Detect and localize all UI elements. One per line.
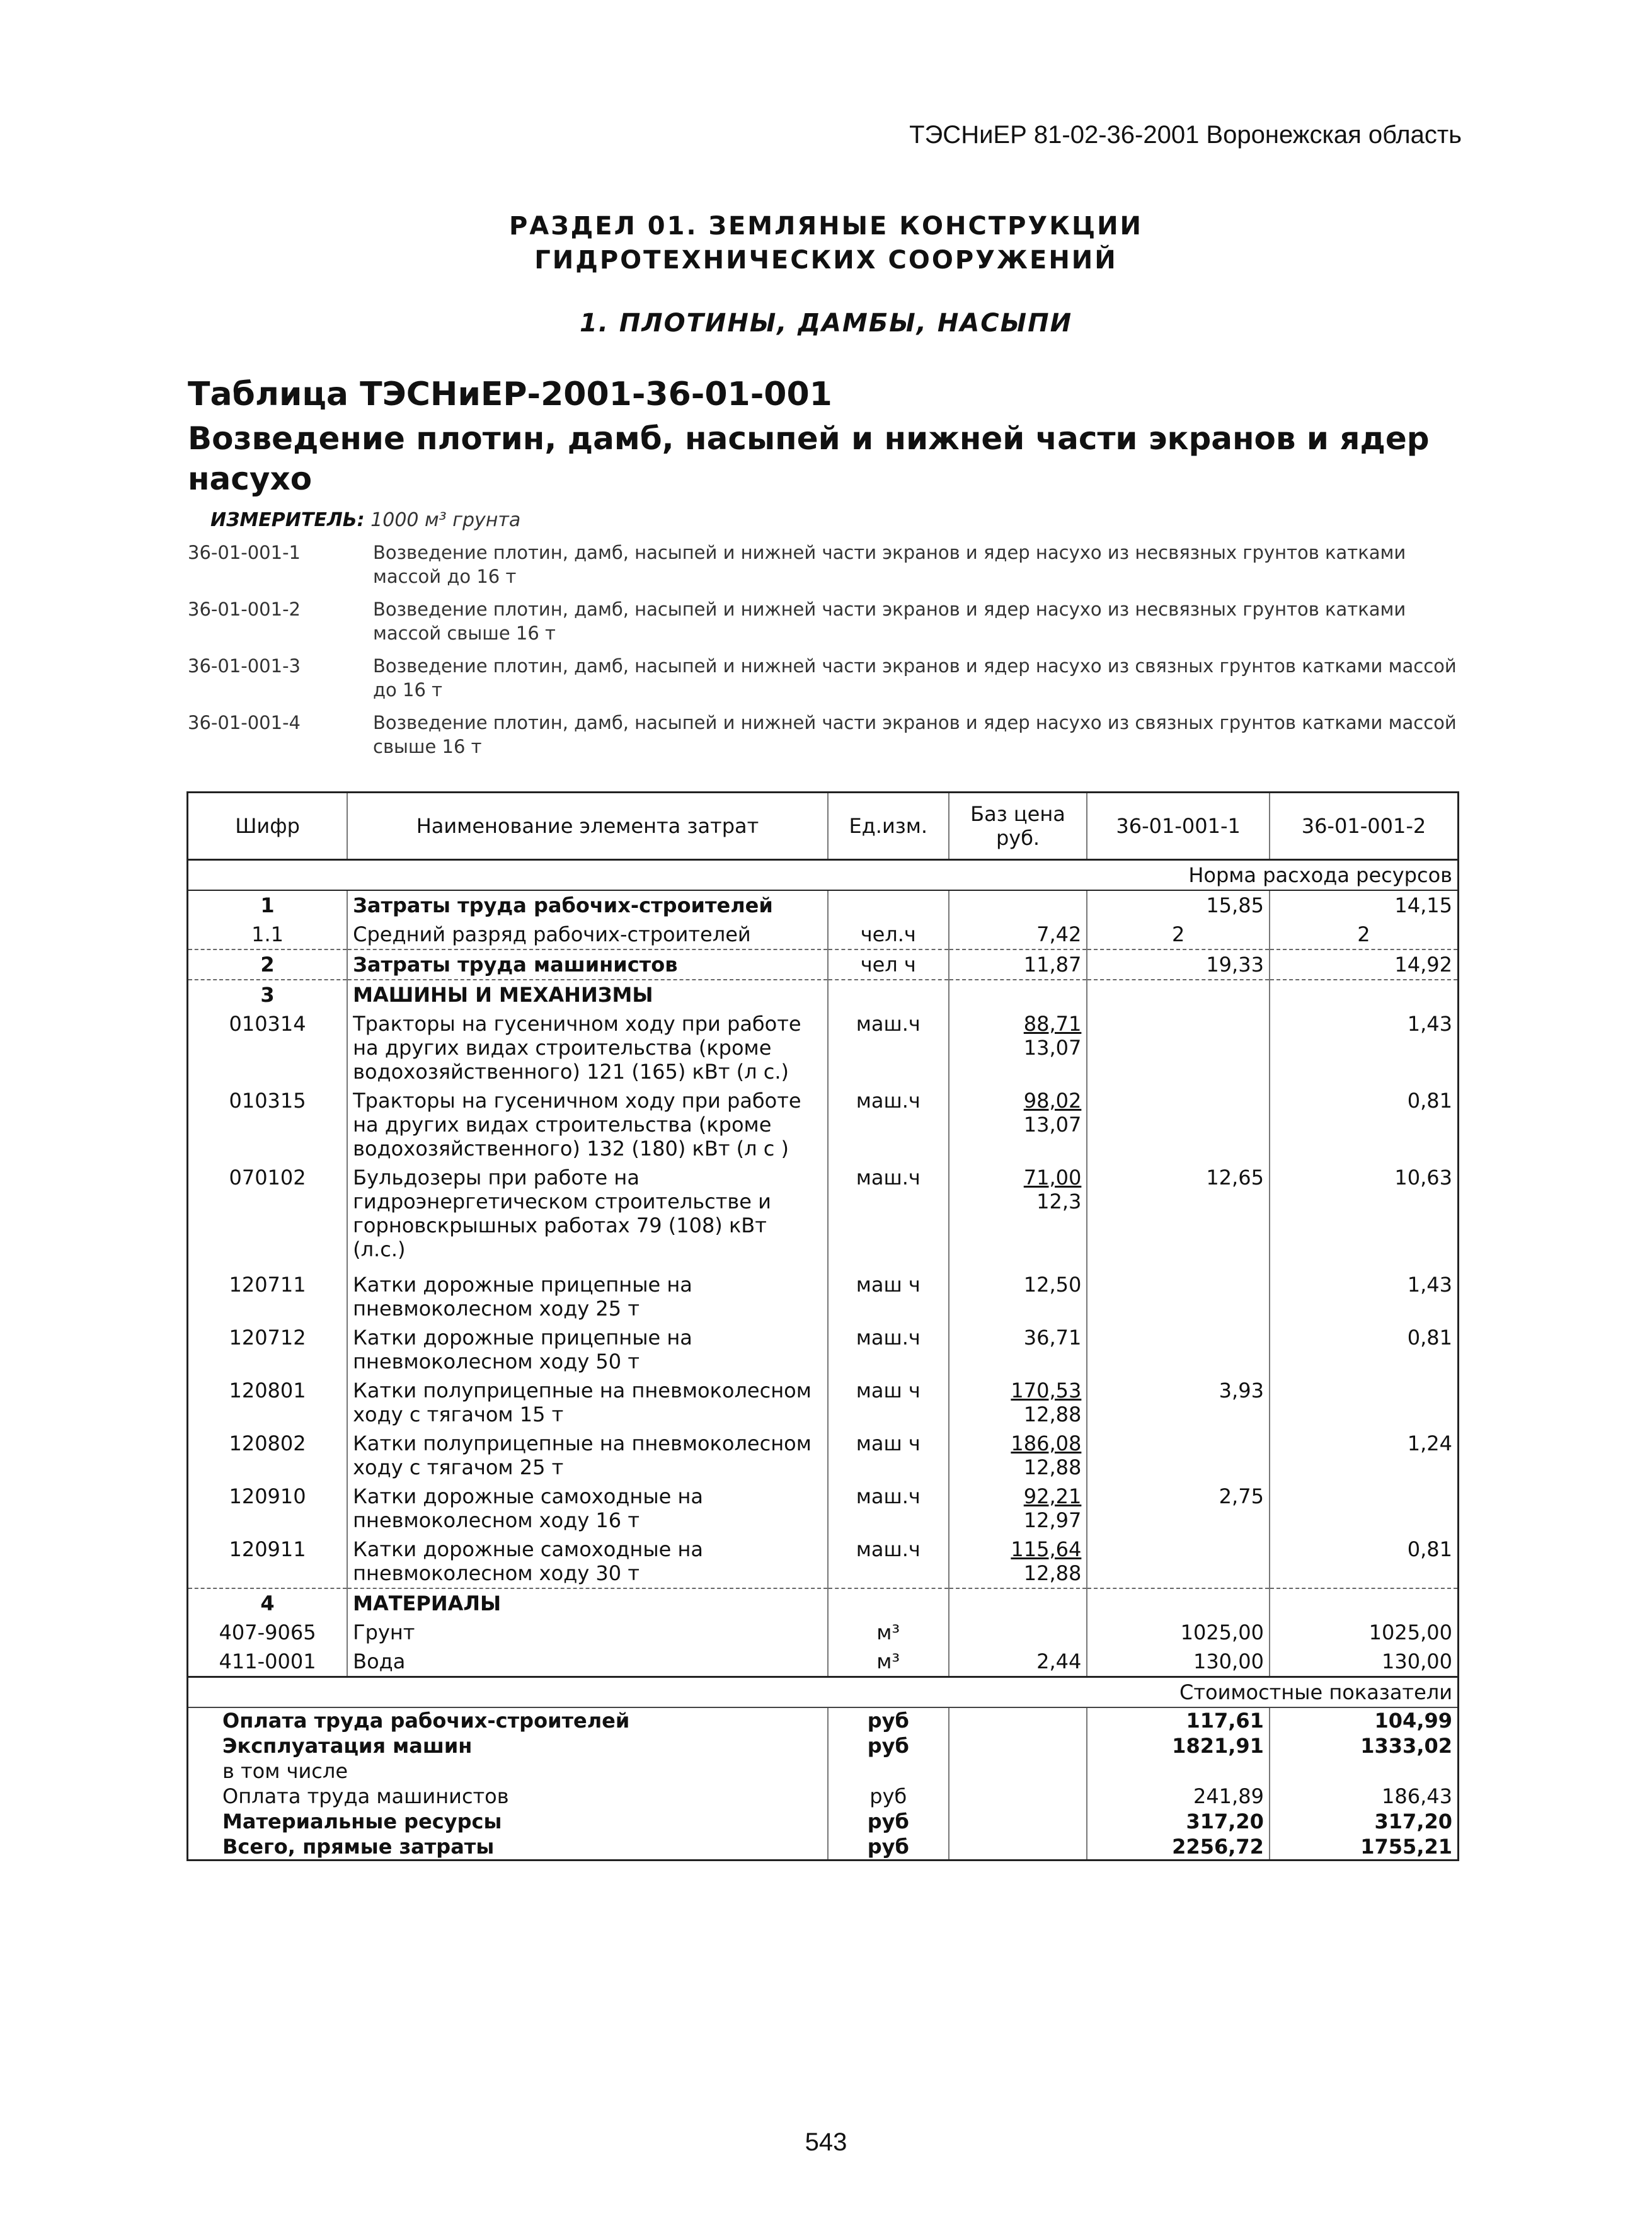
- table-row: [188, 1270, 1459, 1323]
- cell-value-2: 0,81: [1270, 1323, 1459, 1376]
- cell-price: [949, 980, 1087, 1009]
- totals-label: Материальные ресурсы: [188, 1809, 828, 1834]
- totals-value-1: [1087, 1758, 1270, 1784]
- cell-unit-text: чел ч: [860, 953, 916, 977]
- table-row: [188, 1647, 1459, 1677]
- cell-value-2: 0,81: [1270, 1086, 1459, 1163]
- totals-label: Оплата труда машинистов: [188, 1784, 828, 1809]
- definition-code: 36-01-001-1: [188, 542, 301, 563]
- cell-price-value: 2,44: [1036, 1649, 1082, 1673]
- col-header-unit: Ед.изм.: [828, 793, 949, 860]
- cell-value-1: 19,33: [1087, 949, 1270, 980]
- table-row: [188, 1323, 1459, 1376]
- totals-value-2: [1270, 1758, 1459, 1784]
- cell-value-1: [1087, 1429, 1270, 1482]
- cell-code: 1: [188, 890, 348, 920]
- cell-unit-text: м³: [876, 1649, 900, 1673]
- cell-unit: [828, 1588, 949, 1618]
- cell-price: [949, 1376, 1087, 1429]
- cell-value-2: 1,43: [1270, 1009, 1459, 1086]
- cell-unit-text: маш.ч: [856, 1012, 921, 1036]
- cell-price: [949, 1323, 1087, 1376]
- cell-value-2: [1270, 980, 1459, 1009]
- totals-value-2: 104,99: [1270, 1707, 1459, 1733]
- cell-code: 120801: [188, 1376, 348, 1429]
- cell-price-value: 36,71: [1023, 1326, 1082, 1350]
- totals-label: Всего, прямые затраты: [188, 1834, 828, 1861]
- cell-name: Вода: [347, 1647, 828, 1677]
- cell-value-1: [1087, 1535, 1270, 1588]
- definition-item: [188, 654, 1467, 702]
- cell-code: 120711: [188, 1270, 348, 1323]
- totals-value-1: 2256,72: [1087, 1834, 1270, 1861]
- definition-item: [188, 711, 1467, 759]
- table-row: [188, 1535, 1459, 1588]
- subsection-title: 1. ПЛОТИНЫ, ДАМБЫ, НАСЫПИ: [579, 309, 1073, 338]
- table-row: [188, 1086, 1459, 1163]
- cell-value-2: 1025,00: [1270, 1618, 1459, 1647]
- measure-line: [210, 509, 520, 531]
- cell-name: Катки дорожные прицепные на пневмоколесном ходу 25 т: [347, 1270, 828, 1323]
- col-header-price-line1: Баз цена: [970, 802, 1065, 826]
- cell-unit-text: м³: [876, 1620, 900, 1644]
- section-title-line2: ГИДРОТЕХНИЧЕСКИХ СООРУЖЕНИЙ: [534, 246, 1118, 275]
- cell-unit: [828, 920, 949, 949]
- totals-row: [188, 1707, 1459, 1733]
- cell-value-2: 130,00: [1270, 1647, 1459, 1677]
- cell-value-1: [1087, 1270, 1270, 1323]
- table-row: [188, 980, 1459, 1009]
- cell-code: 411-0001: [188, 1647, 348, 1677]
- cell-code: 120911: [188, 1535, 348, 1588]
- table-row: [188, 1482, 1459, 1535]
- cell-price: [949, 1086, 1087, 1163]
- cell-value-1: 3,93: [1087, 1376, 1270, 1429]
- cell-name: Затраты труда рабочих-строителей: [347, 890, 828, 920]
- cost-header-row: [188, 1677, 1459, 1708]
- table-subtitle: Возведение плотин, дамб, насыпей и нижней части экранов и ядер насухо: [188, 420, 1430, 497]
- cell-code: 4: [188, 1588, 348, 1618]
- totals-price: [949, 1809, 1087, 1834]
- cell-value-2: [1270, 1376, 1459, 1429]
- document-header: ТЭСНиЕР 81-02-36-2001 Воронежская область: [909, 121, 1462, 149]
- cell-price: [949, 1270, 1087, 1323]
- cell-price: [949, 920, 1087, 949]
- cell-price: [949, 1009, 1087, 1086]
- cell-unit: [828, 1376, 949, 1429]
- cell-name: Тракторы на гусеничном ходу при работе на других видах строительства (кроме водохозяйственного) 132 (180) кВт (л с ): [347, 1086, 828, 1163]
- col-header-price-line2: руб.: [995, 826, 1040, 850]
- cell-price: [949, 1482, 1087, 1535]
- cell-value-1: 130,00: [1087, 1647, 1270, 1677]
- cell-unit: [828, 1429, 949, 1482]
- totals-label: Оплата труда рабочих-строителей: [188, 1707, 828, 1733]
- cell-unit-text: маш.ч: [856, 1089, 921, 1113]
- cell-price-value: 186,08: [1011, 1431, 1082, 1455]
- cell-price-value: 98,02: [1023, 1089, 1082, 1113]
- cell-code: 070102: [188, 1163, 348, 1270]
- table-row: [188, 1376, 1459, 1429]
- cell-unit: [828, 1163, 949, 1270]
- page-number: 543: [805, 2128, 847, 2156]
- section-title-line1: РАЗДЕЛ 01. ЗЕМЛЯНЫЕ КОНСТРУКЦИИ: [508, 212, 1144, 241]
- cell-unit: [828, 1618, 949, 1647]
- measure-label: ИЗМЕРИТЕЛЬ:: [210, 509, 365, 531]
- cell-price-value: 12,50: [1023, 1273, 1082, 1297]
- totals-value-2: 317,20: [1270, 1809, 1459, 1834]
- cell-name: Грунт: [347, 1618, 828, 1647]
- cell-price: [949, 1588, 1087, 1618]
- col-header-name: Наименование элемента затрат: [347, 793, 828, 860]
- cell-name: Затраты труда машинистов: [347, 949, 828, 980]
- cell-value-2: 1,43: [1270, 1270, 1459, 1323]
- totals-label: в том числе: [188, 1758, 828, 1784]
- definition-code: 36-01-001-4: [188, 712, 301, 733]
- table-row: [188, 1588, 1459, 1618]
- table-row: [188, 1618, 1459, 1647]
- totals-label: Эксплуатация машин: [188, 1733, 828, 1758]
- cell-value-2: 1,24: [1270, 1429, 1459, 1482]
- cell-unit: [828, 1009, 949, 1086]
- cell-unit-text: маш.ч: [856, 1537, 921, 1561]
- cell-value-1: [1087, 1086, 1270, 1163]
- cell-value-1: 15,85: [1087, 890, 1270, 920]
- totals-row: [188, 1784, 1459, 1809]
- cell-price-value: 71,00: [1023, 1166, 1082, 1190]
- totals-value-1: 117,61: [1087, 1707, 1270, 1733]
- cell-value-1: [1087, 980, 1270, 1009]
- cell-value-2: 14,15: [1270, 890, 1459, 920]
- cell-price-secondary: 13,07: [1023, 1036, 1082, 1060]
- cell-unit-text: маш.ч: [856, 1166, 921, 1190]
- cell-value-1: [1087, 1009, 1270, 1086]
- table-row: [188, 890, 1459, 920]
- cell-price: [949, 1535, 1087, 1588]
- totals-row: [188, 1809, 1459, 1834]
- cell-value-1: 2,75: [1087, 1482, 1270, 1535]
- cell-price-secondary: 12,97: [1023, 1508, 1082, 1532]
- cell-name: Бульдозеры при работе на гидроэнергетическом строительстве и горновскрышных работах 79 (108) кВт (л.с.): [347, 1163, 828, 1270]
- cell-value-1: 1025,00: [1087, 1618, 1270, 1647]
- totals-value-1: 317,20: [1087, 1809, 1270, 1834]
- totals-value-2: 1333,02: [1270, 1733, 1459, 1758]
- totals-unit: [828, 1758, 949, 1784]
- cell-unit-text: маш.ч: [856, 1326, 921, 1350]
- cell-name: Катки дорожные прицепные на пневмоколесном ходу 50 т: [347, 1323, 828, 1376]
- cell-name: Катки дорожные самоходные на пневмоколесном ходу 16 т: [347, 1482, 828, 1535]
- totals-value-1: 1821,91: [1087, 1733, 1270, 1758]
- norm-header: Норма расхода ресурсов: [188, 860, 1459, 891]
- cell-name: МАТЕРИАЛЫ: [347, 1588, 828, 1618]
- cell-name: Катки полуприцепные на пневмоколесном ходу с тягачом 25 т: [347, 1429, 828, 1482]
- cell-value-1: 12,65: [1087, 1163, 1270, 1270]
- definition-text: Возведение плотин, дамб, насыпей и нижней части экранов и ядер насухо из несвязных грунтов катками массой до 16 т: [373, 542, 1406, 587]
- table-row: [188, 920, 1459, 949]
- totals-value-2: 186,43: [1270, 1784, 1459, 1809]
- cell-value-2: 14,92: [1270, 949, 1459, 980]
- totals-value-2: 1755,21: [1270, 1834, 1459, 1861]
- totals-value-1: 241,89: [1087, 1784, 1270, 1809]
- cost-header: Стоимостные показатели: [188, 1677, 1459, 1708]
- totals-unit: руб: [828, 1834, 949, 1861]
- cell-unit: [828, 1482, 949, 1535]
- cell-name: Средний разряд рабочих-строителей: [347, 920, 828, 949]
- cell-code: 3: [188, 980, 348, 1009]
- cell-code: 010314: [188, 1009, 348, 1086]
- cell-unit: [828, 980, 949, 1009]
- cell-value-1: [1087, 1323, 1270, 1376]
- totals-unit: руб: [828, 1707, 949, 1733]
- cell-price: [949, 949, 1087, 980]
- cell-name: Катки дорожные самоходные на пневмоколесном ходу 30 т: [347, 1535, 828, 1588]
- cell-unit-text: маш ч: [856, 1273, 921, 1297]
- cell-price-value: 115,64: [1011, 1537, 1082, 1561]
- cell-code: 120802: [188, 1429, 348, 1482]
- cell-price-secondary: 12,88: [1023, 1402, 1082, 1426]
- cell-value-1: [1087, 1588, 1270, 1618]
- table-row: [188, 949, 1459, 980]
- totals-row: [188, 1733, 1459, 1758]
- totals-row: [188, 1834, 1459, 1861]
- cell-unit-text: маш ч: [856, 1431, 921, 1455]
- definition-text: Возведение плотин, дамб, насыпей и нижней части экранов и ядер насухо из связных грунтов катками массой свыше 16 т: [373, 712, 1457, 757]
- cell-price: [949, 1429, 1087, 1482]
- cell-unit: [828, 1086, 949, 1163]
- cell-code: 2: [188, 949, 348, 980]
- cell-unit: [828, 949, 949, 980]
- cell-unit-text: маш.ч: [856, 1484, 921, 1508]
- resource-table: [186, 791, 1459, 1861]
- cell-value-2: 0,81: [1270, 1535, 1459, 1588]
- cell-price-secondary: 12,88: [1023, 1561, 1082, 1585]
- col-header-code: Шифр: [188, 793, 348, 860]
- definition-text: Возведение плотин, дамб, насыпей и нижней части экранов и ядер насухо из связных грунтов катками массой до 16 т: [373, 655, 1457, 701]
- cell-price: [949, 1163, 1087, 1270]
- cell-price-value: 170,53: [1011, 1379, 1082, 1402]
- col-header-c2: 36-01-001-2: [1270, 793, 1459, 860]
- table-row: [188, 1429, 1459, 1482]
- totals-unit: руб: [828, 1809, 949, 1834]
- table-title: Таблица ТЭСНиЕР-2001-36-01-001: [188, 376, 832, 413]
- cell-price-value: 11,87: [1023, 953, 1082, 977]
- cell-price-value: 7,42: [1036, 922, 1082, 946]
- cell-price-secondary: 13,07: [1023, 1113, 1082, 1137]
- cell-value-1: 2: [1087, 920, 1270, 949]
- cell-code: 120910: [188, 1482, 348, 1535]
- cell-value-2: [1270, 1482, 1459, 1535]
- cell-unit: [828, 890, 949, 920]
- totals-row: [188, 1758, 1459, 1784]
- totals-price: [949, 1834, 1087, 1861]
- definition-code: 36-01-001-2: [188, 599, 301, 620]
- cell-price: [949, 890, 1087, 920]
- col-header-price: [949, 793, 1087, 860]
- cell-name: Катки полуприцепные на пневмоколесном ходу с тягачом 15 т: [347, 1376, 828, 1429]
- cell-unit-text: чел.ч: [860, 922, 916, 946]
- totals-price: [949, 1733, 1087, 1758]
- table-row: [188, 1163, 1459, 1270]
- table-header-row: [188, 793, 1459, 860]
- cell-unit: [828, 1647, 949, 1677]
- cell-unit-text: маш ч: [856, 1379, 921, 1402]
- definition-item: [188, 597, 1467, 645]
- definition-text: Возведение плотин, дамб, насыпей и нижней части экранов и ядер насухо из несвязных грунтов катками массой свыше 16 т: [373, 599, 1406, 644]
- totals-unit: руб: [828, 1733, 949, 1758]
- cell-value-2: 2: [1270, 920, 1459, 949]
- totals-price: [949, 1784, 1087, 1809]
- cell-unit: [828, 1270, 949, 1323]
- cell-value-2: 10,63: [1270, 1163, 1459, 1270]
- totals-price: [949, 1758, 1087, 1784]
- cell-price: [949, 1647, 1087, 1677]
- col-header-c1: 36-01-001-1: [1087, 793, 1270, 860]
- cell-price-value: 92,21: [1023, 1484, 1082, 1508]
- table-row: [188, 1009, 1459, 1086]
- cell-code: 407-9065: [188, 1618, 348, 1647]
- norm-header-row: [188, 860, 1459, 891]
- measure-value: 1000 м³ грунта: [370, 509, 521, 531]
- cell-price: [949, 1618, 1087, 1647]
- cell-code: 010315: [188, 1086, 348, 1163]
- definitions-list: [188, 541, 1467, 767]
- totals-unit: руб: [828, 1784, 949, 1809]
- totals-price: [949, 1707, 1087, 1733]
- cell-price-value: 88,71: [1023, 1012, 1082, 1036]
- cell-unit: [828, 1535, 949, 1588]
- cell-price-secondary: 12,88: [1023, 1455, 1082, 1479]
- cell-name: МАШИНЫ И МЕХАНИЗМЫ: [347, 980, 828, 1009]
- cell-price-secondary: 12,3: [1036, 1190, 1082, 1213]
- definition-item: [188, 541, 1467, 588]
- cell-code: 120712: [188, 1323, 348, 1376]
- cell-name: Тракторы на гусеничном ходу при работе на других видах строительства (кроме водохозяйственного) 121 (165) кВт (л с.): [347, 1009, 828, 1086]
- cell-value-2: [1270, 1588, 1459, 1618]
- definition-code: 36-01-001-3: [188, 655, 301, 677]
- cell-unit: [828, 1323, 949, 1376]
- cell-code: 1.1: [188, 920, 348, 949]
